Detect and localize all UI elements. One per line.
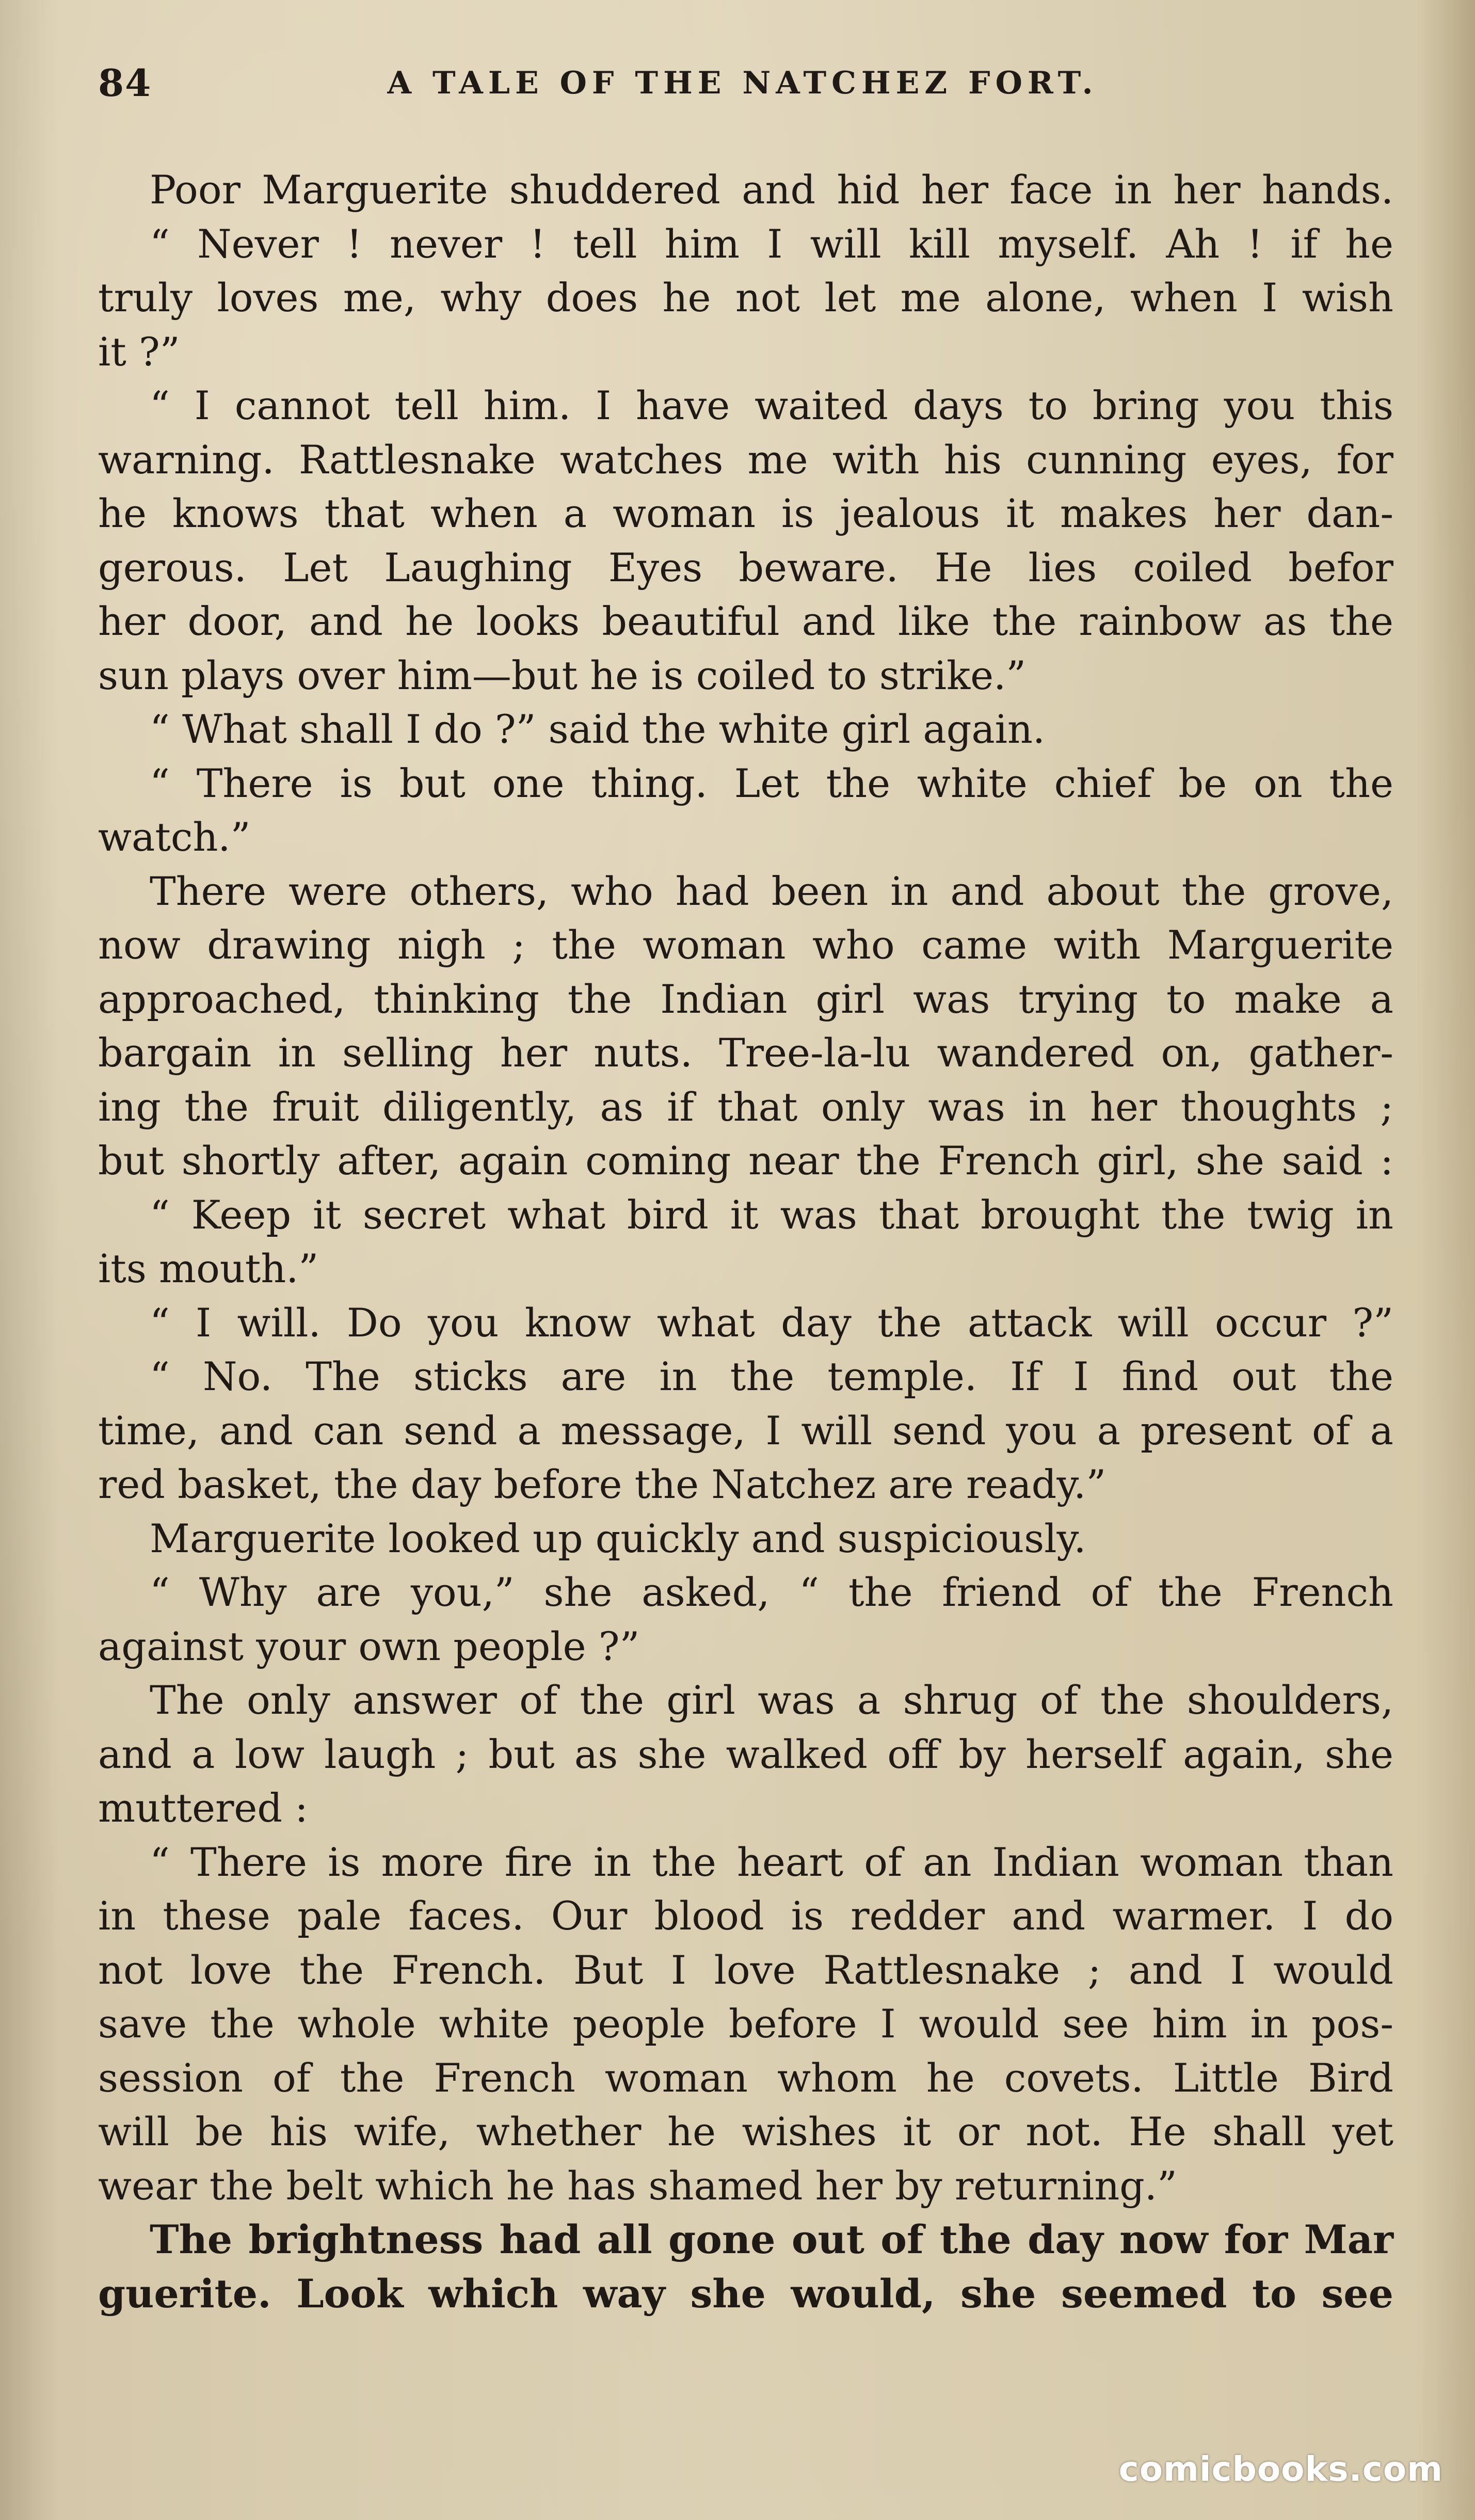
body-text <box>98 163 1393 2321</box>
text-line: There were others, who had been in and about the grove, <box>150 868 1393 914</box>
text-line: Marguerite looked up quickly and suspiciously. <box>150 1515 1086 1561</box>
text-line: guerite. Look which way she would, she seemed to see <box>98 2270 1393 2317</box>
text-line: sun plays over him—but he is coiled to strike.” <box>98 652 1027 698</box>
text-line: The only answer of the girl was a shrug of the shoulders, <box>150 1677 1393 1723</box>
text-line: The brightness had all gone out of the day now for Mar <box>150 2216 1393 2262</box>
page-header <box>98 61 1387 107</box>
text-line: “ There is more fire in the heart of an Indian woman than <box>150 1839 1393 1885</box>
text-line: “ What shall I do ?” said the white girl again. <box>150 706 1046 752</box>
text-line: “ I cannot tell him. I have waited days to bring you this <box>150 382 1393 428</box>
text-line: bargain in selling her nuts. Tree-la-lu wandered on, gather- <box>98 1030 1393 1076</box>
running-head: A TALE OF THE NATCHEZ FORT. <box>387 65 1098 101</box>
text-line: muttered : <box>98 1785 308 1831</box>
text-line: its mouth.” <box>98 1246 319 1291</box>
text-line: he knows that when a woman is jealous it makes her dan- <box>98 490 1393 536</box>
text-line: in these pale faces. Our blood is redder and warmer. I do <box>98 1893 1393 1939</box>
text-line: red basket, the day before the Natchez are ready.” <box>98 1461 1107 1507</box>
text-line: but shortly after, again coming near the French girl, she said : <box>98 1138 1393 1184</box>
text-line: and a low laugh ; but as she walked off by herself again, she <box>98 1731 1393 1777</box>
text-line: “ Keep it secret what bird it was that brought the twig in <box>150 1191 1393 1238</box>
text-line: “ There is but one thing. Let the white chief be on the <box>150 760 1393 806</box>
text-line: against your own people ?” <box>98 1623 640 1669</box>
text-line: truly loves me, why does he not let me alone, when I wish <box>98 275 1393 321</box>
text-line: “ No. The sticks are in the temple. If I find out the <box>150 1353 1393 1399</box>
watermark: comicbooks.com <box>1118 2449 1443 2489</box>
page-number: 84 <box>98 61 152 105</box>
text-line: her door, and he looks beautiful and like the rainbow as the <box>98 598 1393 644</box>
text-line: wear the belt which he has shamed her by returning.” <box>98 2162 1177 2209</box>
text-line: warning. Rattlesnake watches me with his cunning eyes, for <box>98 436 1393 483</box>
text-line: ing the fruit diligently, as if that only was in her thoughts ; <box>98 1083 1393 1130</box>
text-line: “ Never ! never ! tell him I will kill myself. Ah ! if he <box>150 220 1393 267</box>
text-line: session of the French woman whom he covets. Little Bird <box>98 2054 1393 2101</box>
text-line: approached, thinking the Indian girl was trying to make a <box>98 976 1393 1022</box>
text-line: now drawing nigh ; the woman who came with Marguerite <box>98 922 1393 968</box>
text-line: time, and can send a message, I will send you a present of a <box>98 1407 1393 1454</box>
text-line: Poor Marguerite shuddered and hid her face in her hands. <box>150 167 1393 213</box>
text-line: it ?” <box>98 328 180 375</box>
text-line: save the whole white people before I would see him in pos- <box>98 2001 1393 2047</box>
text-line: watch.” <box>98 814 251 860</box>
text-line: “ I will. Do you know what day the attack will occur ?” <box>150 1299 1393 1346</box>
text-line: will be his wife, whether he wishes it or not. He shall yet <box>98 2109 1393 2155</box>
text-line: gerous. Let Laughing Eyes beware. He lies coiled befor <box>98 544 1393 591</box>
text-line: “ Why are you,” she asked, “ the friend of the French <box>150 1569 1393 1615</box>
text-line: not love the French. But I love Rattlesnake ; and I would <box>98 1947 1393 1993</box>
